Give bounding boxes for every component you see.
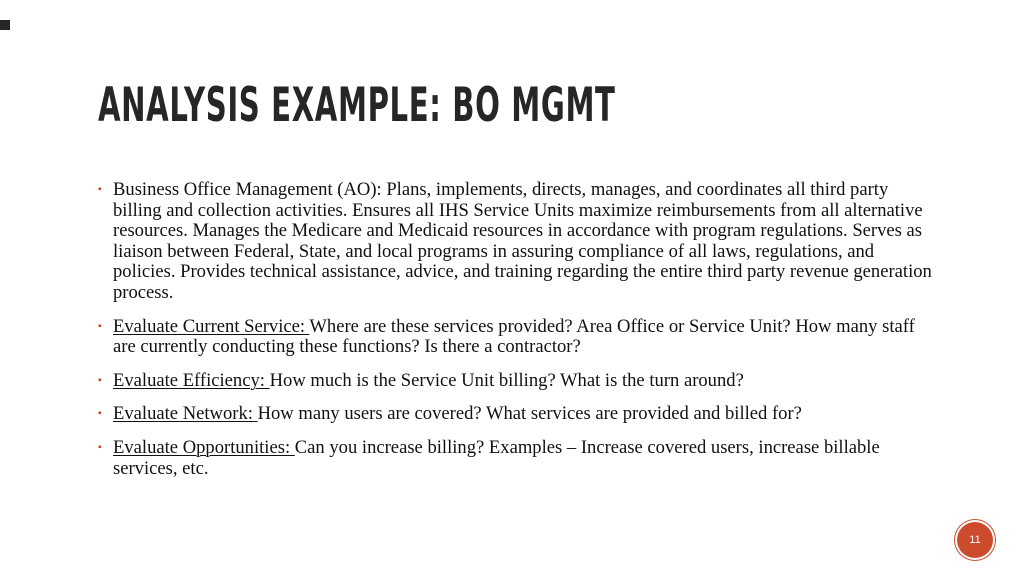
bullet-item-opportunities (98, 438, 934, 479)
slide-corner-marker (0, 20, 10, 30)
bullet-text: Business Office Management (AO): Plans, implements, directs, manages, and coordinates all third party billing and collection activities. Ensures all IHS Service Units maximize reimbursements from all alternative resources. Manages the Medicare and Medicaid resources in accordance with program regulations. Serves as liaison between Federal, State, and local programs in assuring compliance of all laws, regulations, and policies. Provides technical assistance, advice, and training regarding the entire third party revenue generation process. (113, 179, 932, 303)
bullet-lead: Evaluate Current Service: (113, 315, 310, 337)
bullet-lead: Evaluate Efficiency: (113, 369, 270, 391)
bullet-text: Can you increase billing? Examples – Increase covered users, increase billable services, etc. (113, 436, 880, 479)
square-bullet-icon: ▪ (98, 408, 102, 420)
bullet-item-current-service (98, 317, 934, 358)
bullet-lead: Evaluate Opportunities: (113, 436, 295, 458)
bullet-lead: Evaluate Network: (113, 403, 258, 425)
slide-title: ANALYSIS EXAMPLE: BO MGMT (98, 78, 616, 133)
square-bullet-icon: ▪ (98, 184, 102, 195)
square-bullet-icon: ▪ (98, 374, 102, 386)
bullet-item-network (98, 404, 934, 425)
bullet-text: How much is the Service Unit billing? What is the turn around? (269, 369, 744, 391)
bullet-text: How many users are covered? What services are provided and billed for? (257, 403, 802, 425)
bullet-item-business-office (98, 180, 934, 304)
slide-number-badge: 11 (957, 522, 993, 558)
bullet-item-efficiency (98, 371, 934, 392)
bullet-list (98, 180, 934, 492)
square-bullet-icon: ▪ (98, 441, 102, 453)
bullet-text: Where are these services provided? Area Office or Service Unit? How many staff are currently conducting these functions? Is there a contractor? (113, 315, 915, 358)
square-bullet-icon: ▪ (98, 320, 102, 332)
